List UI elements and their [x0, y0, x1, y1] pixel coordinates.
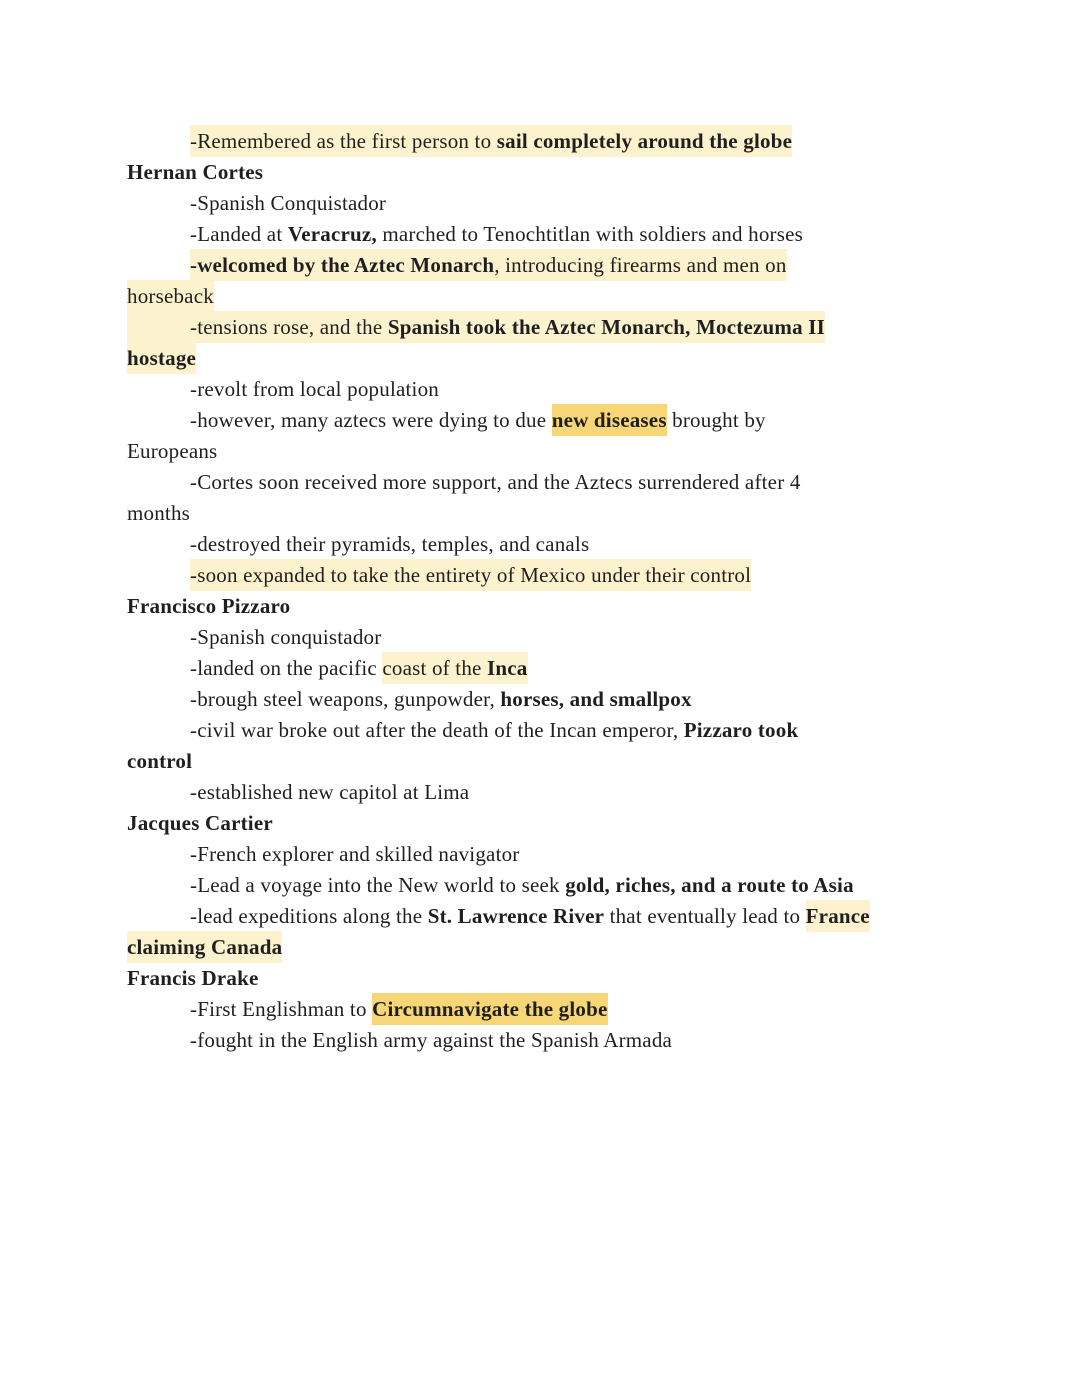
- text-line: [127, 250, 956, 281]
- tab-indent: [127, 470, 190, 494]
- tab-indent: [127, 191, 190, 215]
- text-line: [127, 560, 956, 591]
- text-run: months: [127, 501, 191, 525]
- tab-indent: [127, 129, 190, 153]
- tab-indent: [127, 253, 190, 277]
- tab-indent: [127, 532, 190, 556]
- bold-text-run: horses, and smallpox: [500, 687, 692, 711]
- text-line: [127, 374, 956, 405]
- tab-indent: [127, 997, 190, 1021]
- text-line: [127, 157, 956, 188]
- text-line: [127, 281, 956, 312]
- bold-text-run: Circumnavigate the globe: [372, 993, 607, 1025]
- text-run: marched to Tenochtitlan with soldiers and horses: [376, 222, 804, 246]
- text-line: [127, 498, 956, 529]
- bold-text-run: Spanish took the Aztec Monarch, Moctezuma II: [388, 311, 825, 343]
- text-line: [127, 808, 956, 839]
- bold-text-run: Jacques Cartier: [127, 811, 273, 835]
- text-run: -Spanish Conquistador: [190, 191, 387, 215]
- text-run: -soon expanded to take the entirety of Mexico under their control: [190, 559, 751, 591]
- text-line: [127, 591, 956, 622]
- text-line: [127, 405, 956, 436]
- bold-text-run: Veracruz,: [287, 222, 377, 246]
- tab-indent: [127, 718, 190, 742]
- text-run: Europeans: [127, 439, 218, 463]
- text-run: -Landed at: [190, 222, 288, 246]
- tab-indent: [127, 904, 190, 928]
- text-line: [127, 219, 956, 250]
- text-run: -French explorer and skilled navigator: [190, 842, 520, 866]
- text-line: [127, 622, 956, 653]
- text-line: [127, 126, 956, 157]
- bold-text-run: control: [127, 749, 193, 773]
- text-run: -civil war broke out after the death of the Incan emperor,: [190, 718, 684, 742]
- text-line: [127, 436, 956, 467]
- tab-indent: [127, 873, 190, 897]
- text-run: -lead expeditions along the: [190, 904, 428, 928]
- text-run: -landed on the pacific: [190, 656, 383, 680]
- tab-indent: [127, 377, 190, 401]
- text-run: that eventually lead to: [604, 904, 806, 928]
- text-line: [127, 684, 956, 715]
- bold-text-run: sail completely around the globe: [497, 125, 792, 157]
- text-line: [127, 839, 956, 870]
- text-run: -revolt from local population: [190, 377, 439, 401]
- bold-text-run: Francis Drake: [127, 966, 259, 990]
- text-run: -fought in the English army against the Spanish Armada: [190, 1028, 673, 1052]
- bold-text-run: Francisco Pizzaro: [127, 594, 291, 618]
- text-line: [127, 529, 956, 560]
- text-run: -brough steel weapons, gunpowder,: [190, 687, 501, 711]
- text-run: -First Englishman to: [190, 997, 373, 1021]
- text-line: [127, 963, 956, 994]
- text-run: horseback: [127, 280, 214, 312]
- text-run: -Cortes soon received more support, and the Aztecs surrendered after 4: [190, 470, 801, 494]
- tab-indent: [127, 311, 190, 343]
- text-line: [127, 901, 956, 932]
- tab-indent: [127, 222, 190, 246]
- text-line: [127, 343, 956, 374]
- text-run: -however, many aztecs were dying to due: [190, 408, 552, 432]
- text-line: [127, 653, 956, 684]
- bold-text-run: gold, riches, and a route to Asia: [565, 873, 854, 897]
- text-run: , introducing firearms and men on: [494, 249, 786, 281]
- text-run: -tensions rose, and the: [190, 311, 388, 343]
- tab-indent: [127, 563, 190, 587]
- bold-text-run: hostage: [127, 342, 196, 374]
- bold-text-run: St. Lawrence River: [427, 904, 605, 928]
- text-run: -established new capitol at Lima: [190, 780, 470, 804]
- tab-indent: [127, 1028, 190, 1052]
- bold-text-run: -welcomed by the Aztec Monarch: [190, 249, 494, 281]
- text-line: [127, 932, 956, 963]
- text-line: [127, 746, 956, 777]
- text-line: [127, 312, 956, 343]
- bold-text-run: Hernan Cortes: [127, 160, 264, 184]
- text-line: [127, 777, 956, 808]
- text-line: [127, 1025, 956, 1056]
- text-line: [127, 870, 956, 901]
- text-line: [127, 994, 956, 1025]
- text-run: -Remembered as the first person to: [190, 125, 497, 157]
- bold-text-run: Pizzaro took: [683, 718, 799, 742]
- tab-indent: [127, 780, 190, 804]
- tab-indent: [127, 625, 190, 649]
- bold-text-run: claiming Canada: [127, 931, 282, 963]
- text-run: coast of the: [382, 652, 487, 684]
- tab-indent: [127, 408, 190, 432]
- text-run: -Spanish conquistador: [190, 625, 382, 649]
- tab-indent: [127, 687, 190, 711]
- text-line: [127, 715, 956, 746]
- tab-indent: [127, 842, 190, 866]
- bold-text-run: Inca: [487, 652, 527, 684]
- text-run: -destroyed their pyramids, temples, and canals: [190, 532, 590, 556]
- text-run: -Lead a voyage into the New world to seek: [190, 873, 566, 897]
- tab-indent: [127, 656, 190, 680]
- text-run: brought by: [666, 408, 766, 432]
- document-text-body: [127, 126, 956, 1056]
- bold-text-run: new diseases: [552, 404, 667, 436]
- text-line: [127, 467, 956, 498]
- text-line: [127, 188, 956, 219]
- bold-text-run: France: [806, 900, 870, 932]
